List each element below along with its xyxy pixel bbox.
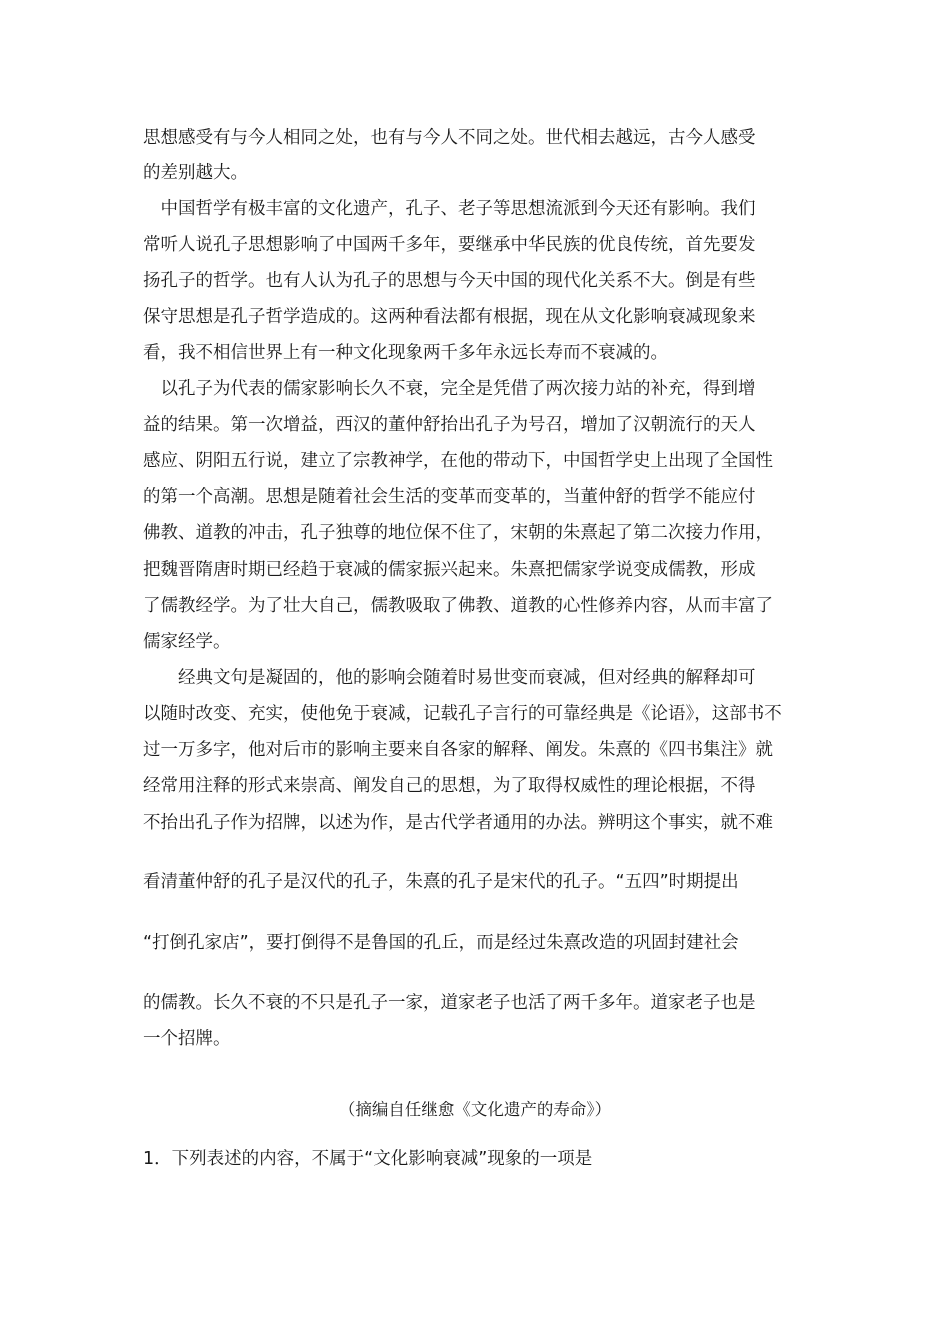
text-line: 儒家经学。 [143, 632, 231, 652]
text-line: 佛教、道教的冲击，孔子独尊的地位保不住了，宋朝的朱熹起了第二次接力作用， [143, 523, 773, 543]
text-line: 把魏晋隋唐时期已经趋于衰减的儒家振兴起来。朱熹把儒家学说变成儒教，形成 [143, 560, 756, 580]
text-line: 保守思想是孔子哲学造成的。这两种看法都有根据，现在从文化影响衰减现象来 [143, 307, 756, 327]
text-line: 了儒教经学。为了壮大自己，儒教吸取了佛教、道教的心性修养内容，从而丰富了 [143, 596, 773, 616]
text-line: 看，我不相信世界上有一种文化现象两千多年永远长寿而不衰减的。 [143, 343, 668, 363]
text-line: 常听人说孔子思想影响了中国两千多年，要继承中华民族的优良传统，首先要发 [143, 235, 756, 255]
text-line: 中国哲学有极丰富的文化遗产，孔子、老子等思想流派到今天还有影响。我们 [143, 199, 756, 219]
text-line: 以孔子为代表的儒家影响长久不衰，完全是凭借了两次接力站的补充，得到增 [143, 379, 756, 399]
question-1: 1．下列表述的内容，不属于“文化影响衰减”现象的一项是 [143, 1149, 593, 1169]
text-line: 的儒教。长久不衰的不只是孔子一家，道家老子也活了两千多年。道家老子也是 [143, 993, 756, 1013]
text-line: 看清董仲舒的孔子是汉代的孔子，朱熹的孔子是宋代的孔子。“五四”时期提出 [143, 872, 739, 892]
text-line: 思想感受有与今人相同之处，也有与今人不同之处。世代相去越远，古今人感受 [143, 128, 756, 148]
text-line: 一个招牌。 [143, 1029, 231, 1049]
text-line: 扬孔子的哲学。也有人认为孔子的思想与今天中国的现代化关系不大。倒是有些 [143, 271, 756, 291]
text-line: 经典文句是凝固的，他的影响会随着时易世变而衰减，但对经典的解释却可 [143, 668, 756, 688]
text-line: 感应、阴阳五行说，建立了宗教神学，在他的带动下，中国哲学史上出现了全国性 [143, 451, 773, 471]
text-line: 的第一个高潮。思想是随着社会生活的变革而变革的，当董仲舒的哲学不能应付 [143, 487, 756, 507]
text-line: “打倒孔家店”，要打倒得不是鲁国的孔丘，而是经过朱熹改造的巩固封建社会 [143, 933, 739, 953]
source-citation: （摘编自任继愈《文化遗产的寿命》） [338, 1100, 612, 1119]
text-line: 不抬出孔子作为招牌，以述为作，是古代学者通用的办法。辨明这个事实，就不难 [143, 813, 773, 833]
text-line: 的差别越大。 [143, 163, 248, 183]
text-line: 以随时改变、充实，使他免于衰减，记载孔子言行的可靠经典是《论语》，这部书不 [143, 704, 782, 724]
text-line: 经常用注释的形式来崇高、阐发自己的思想，为了取得权威性的理论根据，不得 [143, 776, 756, 796]
text-line: 益的结果。第一次增益，西汉的董仲舒抬出孔子为号召，增加了汉朝流行的天人 [143, 415, 756, 435]
text-line: 过一万多字，他对后市的影响主要来自各家的解释、阐发。朱熹的《四书集注》就 [143, 740, 773, 760]
